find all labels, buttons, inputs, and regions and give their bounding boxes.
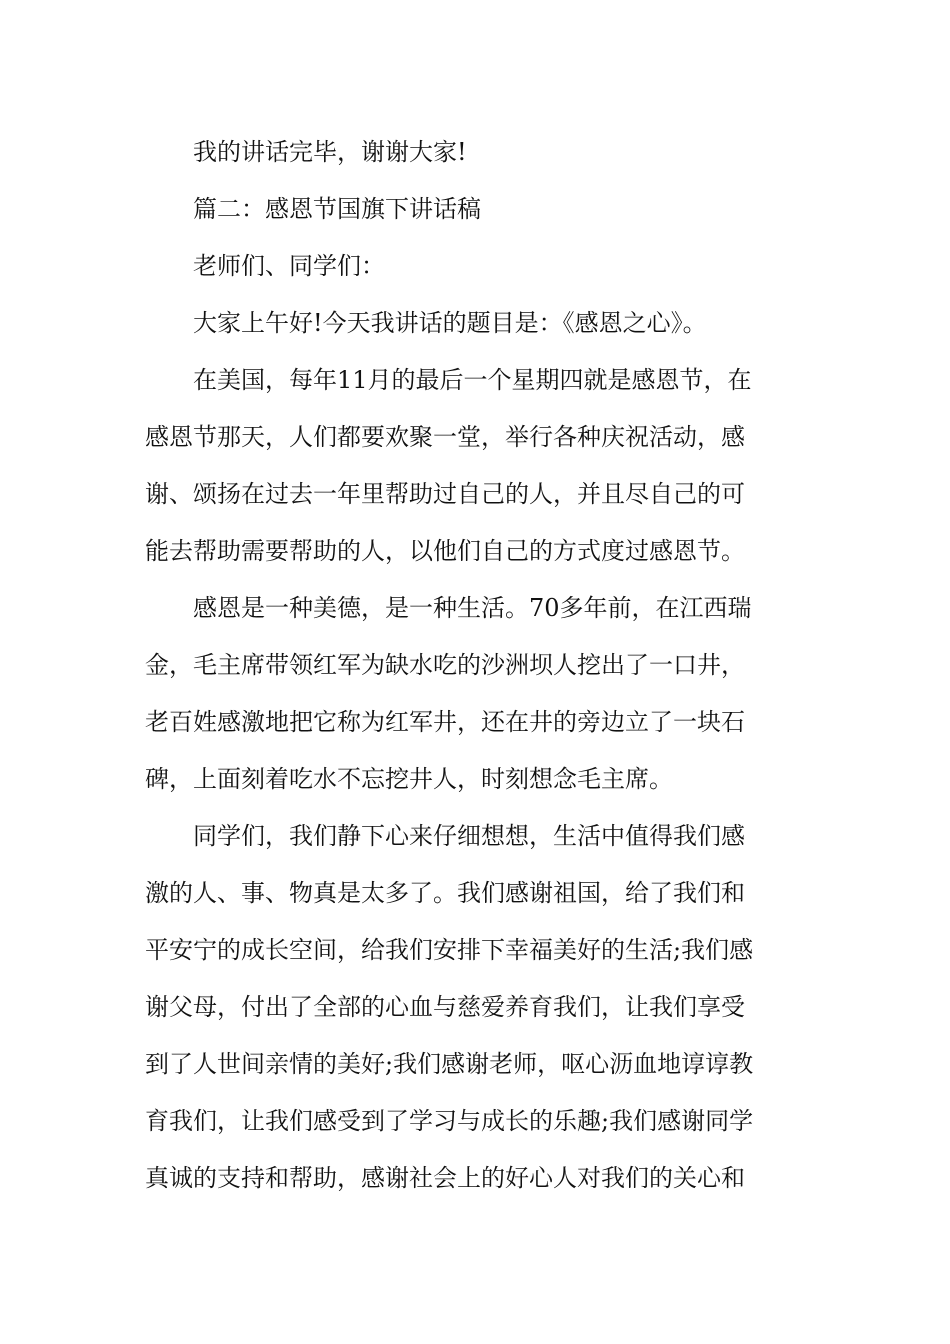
paragraph-line: 老百姓感激地把它称为红军井，还在井的旁边立了一块石 <box>145 708 745 736</box>
paragraph-line: 在美国，每年11月的最后一个星期四就是感恩节，在 <box>193 366 752 394</box>
paragraph-line: 感恩节那天，人们都要欢聚一堂，举行各种庆祝活动，感 <box>145 423 745 451</box>
paragraph-line: 感恩是一种美德，是一种生活。70多年前，在江西瑞 <box>193 594 752 622</box>
paragraph-line: 能去帮助需要帮助的人，以他们自己的方式度过感恩节。 <box>145 537 745 565</box>
paragraph-line: 到了人世间亲情的美好;我们感谢老师，呕心沥血地谆谆教 <box>145 1050 754 1078</box>
paragraph-line: 育我们，让我们感受到了学习与成长的乐趣;我们感谢同学 <box>145 1107 754 1135</box>
salutation: 老师们、同学们： <box>193 252 385 280</box>
paragraph-line: 碑，上面刻着吃水不忘挖井人，时刻想念毛主席。 <box>145 765 673 793</box>
paragraph-line: 金，毛主席带领红军为缺水吃的沙洲坝人挖出了一口井， <box>145 651 745 679</box>
paragraph-line: 谢、颂扬在过去一年里帮助过自己的人，并且尽自己的可 <box>145 480 745 508</box>
greeting-line: 大家上午好!今天我讲话的题目是：《感恩之心》。 <box>193 309 707 337</box>
section-heading: 篇二：感恩节国旗下讲话稿 <box>193 195 481 223</box>
paragraph-line: 真诚的支持和帮助，感谢社会上的好心人对我们的关心和 <box>145 1164 745 1192</box>
closing-remark: 我的讲话完毕，谢谢大家! <box>193 138 467 166</box>
paragraph-line: 激的人、事、物真是太多了。我们感谢祖国，给了我们和 <box>145 879 745 907</box>
paragraph-line: 平安宁的成长空间，给我们安排下幸福美好的生活;我们感 <box>145 936 754 964</box>
paragraph-line: 谢父母，付出了全部的心血与慈爱养育我们，让我们享受 <box>145 993 745 1021</box>
paragraph-line: 同学们，我们静下心来仔细想想，生活中值得我们感 <box>193 822 745 850</box>
